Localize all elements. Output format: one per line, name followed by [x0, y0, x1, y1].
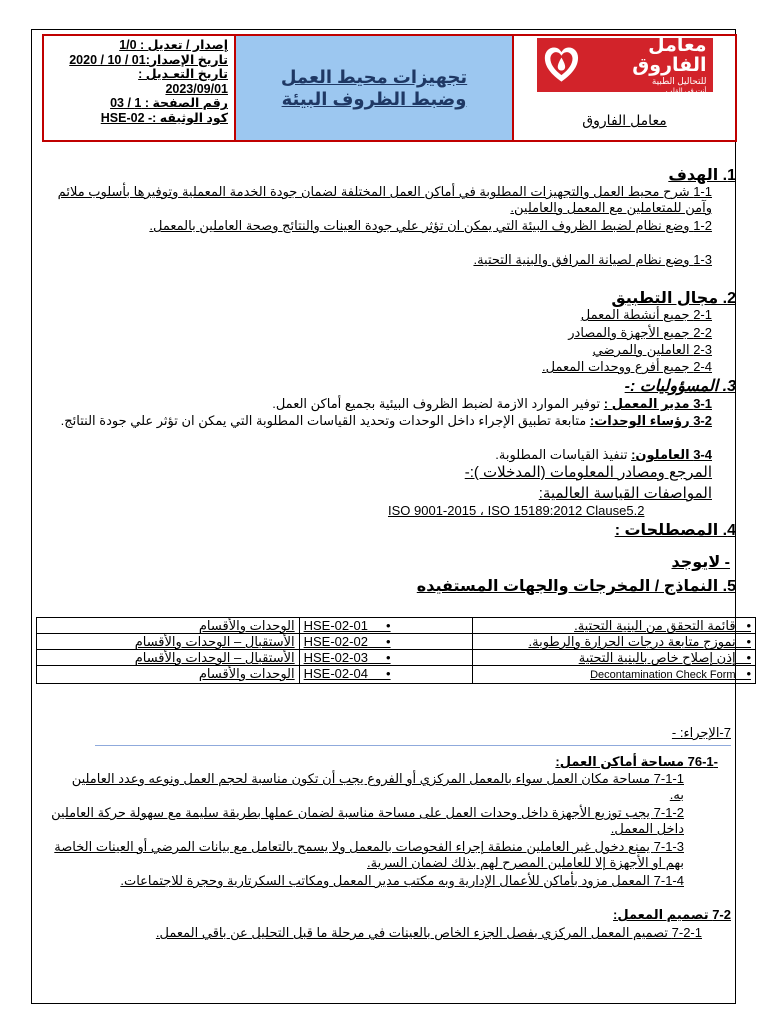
issue-number: إصدار / تعديل : 1/0 [119, 38, 228, 52]
section-1-item-3: 1-3 وضع نظام لصيانة المرافق والبنية التحتية. [473, 252, 712, 267]
document-header [42, 34, 737, 142]
document-title-box [236, 36, 514, 140]
iso-references: ISO 9001-2015 ، ISO 15189:2012 Clause5.2 [388, 503, 645, 518]
section-2-item-2: 2-2 جميع الأجهزة والمصادر [568, 325, 712, 340]
paragraph-7-1-4: 7-1-4 المعمل مزود بأماكن للأعمال الإدارية وبه مكتب مدير المعمل ومكاتب السكرتارية وحجرة للاجتماعات. [120, 873, 684, 888]
section-3-item-3-text: تنفيذ القياسات المطلوبة. [495, 447, 632, 462]
heart-drop-icon [543, 43, 580, 87]
table-row [37, 650, 756, 666]
section-7-1-heading: -76-1 مساحة أماكن العمل: [555, 754, 718, 769]
document-control-box [44, 36, 236, 140]
output-destination: الأستقبال – الوحدات والأقسام [37, 634, 300, 650]
paragraph-7-1-1: 7-1-1 مساحة مكان العمل سواء بالمعمل المركزي أو الفروع يجب أن تكون مناسبة لحجم العمل ونوعه وعدد العاملين به. [71, 771, 684, 802]
paragraph-7-1-3: 7-1-3 يمنع دخول غير العاملين منطقة إجراء الفحوصات بالمعمل ولا يسمح بالتعامل مع بيانات المرضي أو العينات الخاصة بهم او الأجهزة إلا للعاملين المصرح لهم بذلك لضمان السرية. [54, 839, 684, 870]
table-row [37, 618, 756, 634]
output-destination: الوحدات والأقسام [37, 618, 300, 634]
output-code: HSE-02-04 • [299, 666, 473, 684]
document-title-line2: وضبط الظروف البيئة [281, 89, 467, 109]
section-4-heading: 4. المصطلحات : [614, 522, 736, 539]
organization-box [514, 36, 735, 140]
section-7-2-heading: 7-2 تصميم المعمل: [613, 907, 731, 922]
issue-date: تاريخ الإصدار:01 / 10 / 2020 [69, 52, 228, 67]
page-number: رقم الصفحة : 1 / 03 [110, 96, 228, 111]
section-3-item-1-label: 3-1 مدير المعمل : [603, 396, 712, 411]
logo-subtitle: للتحاليل الطبية [651, 75, 707, 86]
logo-brand-name: معامل الفاروق [632, 34, 707, 76]
modification-date: 2023/09/01 [165, 81, 228, 96]
organization-logo [537, 34, 713, 95]
standards-heading: المواصفات القياسة العالمية: [538, 485, 712, 502]
document-code: كود الوثيقه :- HSE-02 [100, 110, 228, 125]
section-3-item-2 [52, 413, 712, 429]
table-row [37, 634, 756, 650]
section-3-item-2-text: متابعة تطبيق الإجراء داخل الوحدات وتحديد القياسات المطلوبة التي يمكن ان تؤثر علي جودة النتائج. [60, 413, 590, 428]
section-1-item-1: 1-1 شرح محيط العمل والتجهيزات المطلوبة في أماكن العمل المختلفة لضمان جودة الخدمة المعملية وتوفيرها بأسلوب ملائم وآمن للمتعاملين مع المعمل والعاملين. [57, 184, 712, 215]
section-2-heading: 2. مجال التطبيق [611, 290, 736, 307]
section-3-item-1-text: توفير الموارد الازمة لضبط الظروف البيئية بجميع أماكن العمل. [272, 396, 604, 411]
output-name: • نموزج متابعة درجات الحرارة والرطوبة. [473, 634, 756, 650]
section-5-heading: 5. النماذج / المخرجات والجهات المستفيده [416, 578, 736, 595]
modification-date-label: تاريخ التعـديل : [138, 67, 228, 82]
table-row [37, 666, 756, 684]
divider-line [95, 745, 731, 746]
section-3-heading: 3. المسؤوليات :- [624, 378, 736, 395]
references-heading: المرجع ومصادر المعلومات (المدخلات ):- [464, 464, 712, 481]
output-code: HSE-02-03 • [299, 650, 473, 666]
paragraph-7-1-2: 7-1-2 يجب توزيع الأجهزة داخل وحدات العمل على مساحة مناسبة لضمان عملها بطريقة سليمة مع سهولة حركة العاملين داخل المعمل. [51, 805, 684, 836]
output-name: • قائمة التحقق من البنية التحتية. [473, 618, 756, 634]
output-name: • Decontamination Check Form [473, 666, 756, 684]
section-1-item-2: 1-2 وضع نظام لضبط الظروف البيئة التي يمكن ان تؤثر علي جودة العينات والنتائج وصحة العاملين بالمعمل. [149, 218, 712, 233]
section-3-item-1 [52, 396, 712, 412]
section-1-heading: 1. الهدف [668, 167, 736, 184]
section-3-item-3-label: 3-4 العاملون: [631, 447, 712, 462]
section-2-item-1: 2-1 جميع أنشطة المعمل [580, 307, 712, 322]
section-2-item-4: 2-4 جميع أفرع ووحدات المعمل. [542, 359, 712, 374]
section-3-item-2-label: 3-2 رؤساء الوحدات: [589, 413, 712, 428]
section-2-item-3: 2-3 العاملين والمرضي [592, 342, 712, 357]
output-destination: الأستقبال – الوحدات والأقسام [37, 650, 300, 666]
outputs-table [36, 617, 756, 684]
logo-tagline: أنت في القلب [665, 87, 707, 95]
section-4-none: - لايوجد [671, 554, 730, 571]
output-destination: الوحدات والأقسام [37, 666, 300, 684]
document-title-line1: تجهيزات محيط العمل [280, 67, 468, 87]
output-code: HSE-02-01 • [299, 618, 473, 634]
section-7-heading: 7-الإجراء: - [671, 725, 731, 740]
output-name: • إذن إصلاح خاص بالبنية التحتية [473, 650, 756, 666]
organization-name: معامل الفاروق [582, 112, 667, 128]
paragraph-7-2-1: 7-2-1 تصميم المعمل المركزي بفصل الجزء الخاص بالعينات في مرحلة ما قبل التحليل عن باقي المعمل. [155, 925, 702, 940]
output-code: HSE-02-02 • [299, 634, 473, 650]
section-3-item-3 [52, 447, 712, 463]
